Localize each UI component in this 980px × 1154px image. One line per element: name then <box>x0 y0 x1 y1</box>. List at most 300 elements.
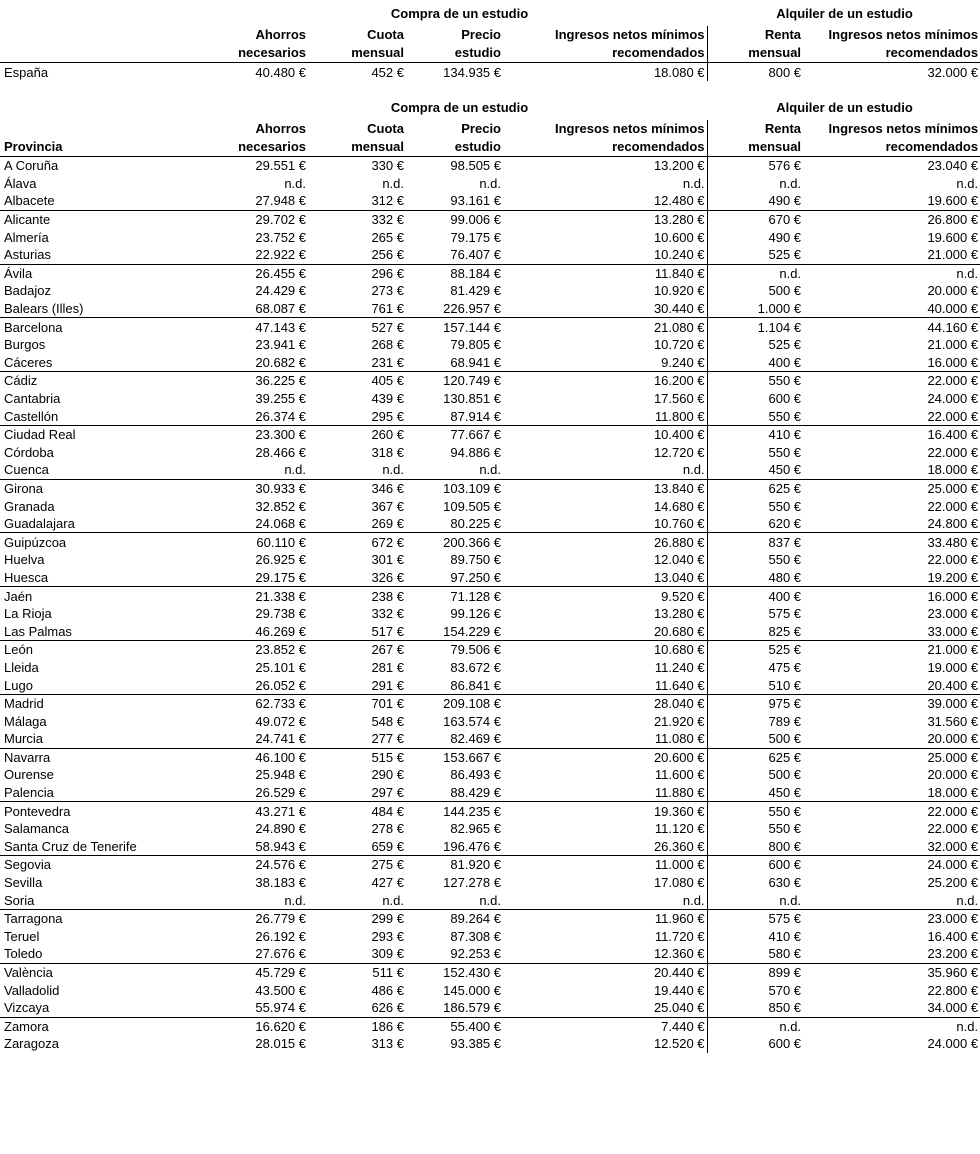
cell-renta: 789 € <box>768 713 802 729</box>
row-label: Valladolid <box>4 982 60 998</box>
cell-cuota: 260 € <box>371 427 404 443</box>
cell-ingresos-compra: 10.600 € <box>503 228 707 246</box>
col-header-ahorros: Ahorros <box>255 27 306 42</box>
empty-cell <box>0 120 210 138</box>
cell-precio: 120.749 € <box>443 373 501 389</box>
table-row <box>0 551 980 569</box>
cell-ahorros: 20.682 € <box>210 354 308 372</box>
cell-ingresos-compra: 11.240 € <box>503 659 707 677</box>
cell-renta: 630 € <box>768 875 802 891</box>
table-row <box>0 1017 980 1035</box>
cell-ahorros: 62.733 € <box>255 696 306 712</box>
cell-renta: 575 € <box>768 606 802 622</box>
cell-precio: 97.250 € <box>406 569 503 587</box>
cell-renta: 475 € <box>768 659 802 675</box>
cell-ahorros: 24.068 € <box>210 515 308 533</box>
cell-ingresos-alquiler: 31.560 € <box>927 713 979 729</box>
table-row <box>0 641 980 659</box>
cell-renta: 500 € <box>707 730 803 748</box>
cell-precio: 163.574 € <box>443 713 501 729</box>
cell-ingresos-alquiler: 22.800 € <box>927 982 979 998</box>
cell-ahorros: 22.922 € <box>210 246 308 264</box>
col-header-provincia: Provincia <box>0 138 210 157</box>
row-label: Asturias <box>0 246 210 264</box>
row-label: Las Palmas <box>0 622 210 640</box>
col-header-precio-2: estudio <box>406 44 503 63</box>
cell-cuota: 511 € <box>372 965 404 981</box>
cell-ingresos-alquiler: 16.000 € <box>927 588 979 604</box>
cell-ingresos-alquiler: 22.000 € <box>803 407 980 425</box>
cell-precio: 196.476 € <box>406 838 503 856</box>
cell-cuota: n.d. <box>308 461 406 479</box>
cell-ingresos-compra: 26.360 € <box>503 838 707 856</box>
cell-cuota: 659 € <box>308 838 406 856</box>
row-label: Navarra <box>4 749 51 765</box>
table-row <box>0 784 980 802</box>
cell-ahorros: 49.072 € <box>255 713 306 729</box>
cell-precio: 55.400 € <box>450 1018 501 1034</box>
row-label: Toledo <box>0 945 210 963</box>
cell-precio: 79.805 € <box>450 337 501 353</box>
cell-precio: n.d. <box>479 175 501 191</box>
cell-precio: 152.430 € <box>443 965 501 981</box>
cell-ahorros: 26.192 € <box>255 928 306 944</box>
cell-renta: 525 € <box>768 337 802 353</box>
table-row <box>0 228 980 246</box>
row-label: Pontevedra <box>4 803 71 819</box>
cell-renta: 600 € <box>768 1036 802 1052</box>
cell-ahorros: 58.943 € <box>210 838 308 856</box>
row-label: Guipúzcoa <box>4 534 67 550</box>
table-row <box>0 444 980 462</box>
cell-ingresos-alquiler: 44.160 € <box>927 319 979 335</box>
col-header-ingresos-alquiler-2: recomendados <box>803 138 980 157</box>
cell-ingresos-compra: 11.640 € <box>503 676 707 694</box>
cell-renta: 800 € <box>768 64 802 80</box>
cell-ingresos-alquiler: 22.000 € <box>927 444 979 460</box>
cell-renta: 500 € <box>768 767 802 783</box>
column-header-row-1 <box>0 26 980 44</box>
table-row <box>0 587 980 605</box>
cell-cuota: 299 € <box>371 911 404 927</box>
cell-cuota: n.d. <box>308 891 406 909</box>
cell-cuota: 318 € <box>371 444 404 460</box>
cell-precio: 88.429 € <box>406 784 503 802</box>
cell-ahorros: 21.338 € <box>255 588 306 604</box>
cell-ingresos-alquiler: 23.000 € <box>927 606 979 622</box>
cell-renta: 800 € <box>707 838 803 856</box>
cell-cuota: 626 € <box>308 999 406 1017</box>
table-row <box>0 802 980 820</box>
cell-precio: 109.505 € <box>443 498 501 514</box>
cell-ingresos-alquiler: 20.400 € <box>803 676 980 694</box>
table-row <box>0 605 980 623</box>
table-row <box>0 820 980 838</box>
cell-precio: 226.957 € <box>406 300 503 318</box>
cell-precio: 186.579 € <box>406 999 503 1017</box>
cell-renta: 600 € <box>768 391 802 407</box>
cell-ingresos-alquiler: 22.000 € <box>927 821 979 837</box>
cell-ahorros: 29.738 € <box>255 606 306 622</box>
cell-ingresos-compra: 19.440 € <box>503 981 707 999</box>
cell-precio: 68.941 € <box>406 354 503 372</box>
col-header-ingresos-alquiler: Ingresos netos mínimos <box>828 121 979 136</box>
table-row <box>0 730 980 748</box>
cell-renta: 490 € <box>768 229 802 245</box>
cell-ingresos-alquiler: 16.000 € <box>803 354 980 372</box>
cell-renta: n.d. <box>707 891 803 909</box>
cell-renta: 550 € <box>768 552 802 568</box>
cell-ingresos-alquiler: 16.400 € <box>927 427 979 443</box>
cell-ingresos-compra: 18.080 € <box>503 63 707 82</box>
cell-precio: 92.253 € <box>406 945 503 963</box>
cell-precio: 76.407 € <box>406 246 503 264</box>
cell-ingresos-compra: 10.920 € <box>503 282 707 300</box>
cell-renta: 500 € <box>768 283 802 299</box>
row-label: Teruel <box>4 928 40 944</box>
cell-cuota: 330 € <box>371 158 404 174</box>
cell-precio: 81.429 € <box>450 283 501 299</box>
cell-precio: 80.225 € <box>406 515 503 533</box>
cell-renta: n.d. <box>779 175 802 191</box>
cell-ahorros: 45.729 € <box>255 965 306 981</box>
cell-ingresos-compra: n.d. <box>503 175 707 193</box>
cell-ahorros: 46.100 € <box>255 749 306 765</box>
cell-ahorros: 23.941 € <box>255 337 306 353</box>
cell-ahorros: 29.702 € <box>255 212 306 228</box>
cell-renta: 400 € <box>707 354 803 372</box>
cell-ingresos-compra: 11.080 € <box>503 730 707 748</box>
table-row <box>0 659 980 677</box>
cell-renta: 825 € <box>707 622 803 640</box>
row-label: Santa Cruz de Tenerife <box>0 838 210 856</box>
table-row <box>0 676 980 694</box>
row-label: Cáceres <box>0 354 210 372</box>
cell-cuota: 452 € <box>371 64 404 80</box>
cell-renta: 480 € <box>707 569 803 587</box>
cell-precio: n.d. <box>406 891 503 909</box>
row-label: León <box>4 642 33 658</box>
cell-ahorros: 27.676 € <box>210 945 308 963</box>
table-row <box>0 175 980 193</box>
cell-ahorros: 26.374 € <box>210 407 308 425</box>
cell-ahorros: 26.925 € <box>255 552 306 568</box>
cell-ahorros: 24.576 € <box>255 857 306 873</box>
cell-renta: 410 € <box>768 928 802 944</box>
cell-ahorros: 39.255 € <box>255 391 306 407</box>
cell-cuota: 265 € <box>371 229 404 245</box>
cell-precio: 93.385 € <box>450 1036 501 1052</box>
table-row <box>0 874 980 892</box>
cell-ingresos-alquiler: 40.000 € <box>803 300 980 318</box>
table-row <box>0 856 980 874</box>
cell-precio: 99.126 € <box>450 606 501 622</box>
cell-ingresos-alquiler: 18.000 € <box>803 784 980 802</box>
cell-ingresos-alquiler: 33.000 € <box>803 622 980 640</box>
cell-ingresos-alquiler: 24.000 € <box>927 391 979 407</box>
row-label: Ávila <box>4 265 33 281</box>
cell-precio: 81.920 € <box>450 857 501 873</box>
province-table <box>0 96 980 1053</box>
cell-ingresos-compra: 13.200 € <box>503 157 707 175</box>
cell-renta: 837 € <box>768 534 802 550</box>
table-row <box>0 748 980 766</box>
cell-renta: 550 € <box>768 373 802 389</box>
row-label: Tarragona <box>4 911 63 927</box>
row-label: España <box>4 64 49 80</box>
cell-renta: 490 € <box>707 192 803 210</box>
cell-ingresos-alquiler: n.d. <box>956 175 979 191</box>
cell-precio: 82.469 € <box>406 730 503 748</box>
cell-ahorros: 29.551 € <box>255 158 306 174</box>
cell-ahorros: 26.052 € <box>210 676 308 694</box>
row-label: Jaén <box>4 588 33 604</box>
row-label: Guadalajara <box>0 515 210 533</box>
row-label: Huesca <box>0 569 210 587</box>
cell-ingresos-compra: 13.280 € <box>503 605 707 623</box>
cell-ahorros: 24.890 € <box>255 821 306 837</box>
row-label: Cantabria <box>4 391 61 407</box>
cell-cuota: 277 € <box>308 730 406 748</box>
cell-ahorros: 27.948 € <box>210 192 308 210</box>
cell-ingresos-alquiler: 24.000 € <box>927 857 979 873</box>
group-header-row <box>0 2 980 26</box>
cell-precio: 83.672 € <box>450 659 501 675</box>
cell-ingresos-alquiler: 21.000 € <box>927 337 979 353</box>
cell-renta: 899 € <box>768 965 802 981</box>
table-row <box>0 264 980 282</box>
cell-ingresos-alquiler: 23.040 € <box>927 158 979 174</box>
cell-ingresos-alquiler: 25.000 € <box>927 749 979 765</box>
cell-ingresos-alquiler: n.d. <box>956 265 979 281</box>
cell-ingresos-compra: 21.920 € <box>503 712 707 730</box>
row-label: Ourense <box>4 767 54 783</box>
table-row <box>0 210 980 228</box>
cell-ahorros: 36.225 € <box>255 373 306 389</box>
table-row <box>0 192 980 210</box>
cell-precio: 86.841 € <box>406 676 503 694</box>
cell-ahorros: 46.269 € <box>210 622 308 640</box>
col-header-precio: Precio <box>461 27 501 42</box>
cell-cuota: 301 € <box>371 552 404 568</box>
cell-ahorros: 68.087 € <box>210 300 308 318</box>
cell-precio: 89.264 € <box>450 911 501 927</box>
cell-cuota: 484 € <box>371 803 404 819</box>
table-row <box>0 891 980 909</box>
cell-ingresos-compra: 26.880 € <box>503 533 707 551</box>
table-row <box>0 461 980 479</box>
cell-cuota: 290 € <box>371 767 404 783</box>
cell-renta: n.d. <box>779 1018 802 1034</box>
row-label: Córdoba <box>4 444 54 460</box>
cell-ingresos-compra: 20.680 € <box>503 622 707 640</box>
cell-ahorros: 24.429 € <box>255 283 306 299</box>
row-label: Segovia <box>4 857 51 873</box>
cell-cuota: 281 € <box>371 659 404 675</box>
row-label: Castellón <box>0 407 210 425</box>
cell-ahorros: 40.480 € <box>255 64 306 80</box>
cell-cuota: 238 € <box>371 588 404 604</box>
cell-cuota: 326 € <box>308 569 406 587</box>
row-label: Girona <box>4 480 44 496</box>
cell-ingresos-compra: 12.480 € <box>503 192 707 210</box>
cell-renta: 1.104 € <box>757 319 802 335</box>
row-label: Badajoz <box>4 283 51 299</box>
cell-ingresos-compra: 30.440 € <box>503 300 707 318</box>
group-label-compra: Compra de un estudio <box>390 100 529 115</box>
col-header-ingresos-compra-2: recomendados <box>503 44 707 63</box>
cell-ingresos-alquiler: 22.000 € <box>927 373 979 389</box>
table-row <box>0 372 980 390</box>
cell-renta: 550 € <box>768 498 802 514</box>
cell-precio: 87.308 € <box>450 928 501 944</box>
table-row <box>0 497 980 515</box>
cell-ingresos-alquiler: 19.600 € <box>927 229 979 245</box>
row-label: La Rioja <box>4 606 52 622</box>
cell-cuota: 231 € <box>308 354 406 372</box>
table-row <box>0 390 980 408</box>
row-label: A Coruña <box>4 158 59 174</box>
cell-cuota: 256 € <box>308 246 406 264</box>
row-label: Soria <box>0 891 210 909</box>
cell-cuota: 269 € <box>308 515 406 533</box>
cell-cuota: 439 € <box>371 391 404 407</box>
col-header-ingresos-compra: Ingresos netos mínimos <box>503 120 707 138</box>
cell-ingresos-compra: 13.280 € <box>503 210 707 228</box>
empty-cell <box>0 44 210 63</box>
cell-cuota: 312 € <box>308 192 406 210</box>
cell-cuota: 293 € <box>371 928 404 944</box>
empty-cell <box>0 26 210 44</box>
cell-cuota: 761 € <box>308 300 406 318</box>
row-label: Lleida <box>4 659 39 675</box>
table-row <box>0 694 980 712</box>
cell-cuota: 548 € <box>371 713 404 729</box>
col-header-renta: Renta <box>764 27 802 42</box>
cell-ingresos-alquiler: 24.000 € <box>927 1036 979 1052</box>
cell-ingresos-alquiler: 21.000 € <box>803 246 980 264</box>
cell-ingresos-compra: 14.680 € <box>503 497 707 515</box>
cell-renta: 570 € <box>768 982 802 998</box>
cell-ingresos-alquiler: 22.000 € <box>927 552 979 568</box>
cell-ingresos-compra: 13.040 € <box>503 569 707 587</box>
col-header-precio-2: estudio <box>406 138 503 157</box>
cell-precio: 157.144 € <box>443 319 501 335</box>
table-row <box>0 1035 980 1053</box>
col-header-ingresos-compra-2: recomendados <box>503 138 707 157</box>
cell-ingresos-compra: 10.240 € <box>503 246 707 264</box>
cell-cuota: 313 € <box>371 1036 404 1052</box>
table-row <box>0 981 980 999</box>
cell-precio: 87.914 € <box>406 407 503 425</box>
cell-ahorros: 32.852 € <box>255 498 306 514</box>
cell-precio: 77.667 € <box>450 427 501 443</box>
cell-precio: 145.000 € <box>443 982 501 998</box>
cell-ingresos-compra: 11.960 € <box>503 909 707 927</box>
row-label: Lugo <box>0 676 210 694</box>
cell-ingresos-alquiler: n.d. <box>956 1018 979 1034</box>
province-table-body <box>0 157 980 1053</box>
cell-ingresos-compra: 17.560 € <box>503 390 707 408</box>
table-row <box>0 515 980 533</box>
cell-ingresos-compra: 19.360 € <box>503 802 707 820</box>
cell-ingresos-compra: 10.680 € <box>503 641 707 659</box>
cell-ingresos-compra: 12.040 € <box>503 551 707 569</box>
row-label: Granada <box>4 498 55 514</box>
cell-ahorros: n.d. <box>210 461 308 479</box>
cell-ingresos-alquiler: 22.000 € <box>927 803 979 819</box>
row-label: Balears (Illes) <box>0 300 210 318</box>
cell-ingresos-compra: 9.520 € <box>503 587 707 605</box>
table-row <box>0 246 980 264</box>
cell-ahorros: 55.974 € <box>210 999 308 1017</box>
cell-ingresos-alquiler: 24.800 € <box>803 515 980 533</box>
cell-ahorros: n.d. <box>284 175 306 191</box>
cell-ingresos-alquiler: 19.600 € <box>803 192 980 210</box>
table-row <box>0 712 980 730</box>
cell-cuota: 405 € <box>371 373 404 389</box>
cell-ahorros: 30.933 € <box>255 480 306 496</box>
cell-precio: 103.109 € <box>443 480 501 496</box>
cell-ingresos-compra: n.d. <box>503 891 707 909</box>
col-header-renta-2: mensual <box>707 44 803 63</box>
row-label: Salamanca <box>4 821 70 837</box>
cell-precio: 89.750 € <box>450 552 501 568</box>
cell-renta: 850 € <box>707 999 803 1017</box>
table-row <box>0 318 980 336</box>
table-row <box>0 766 980 784</box>
col-header-ingresos-alquiler: Ingresos netos mínimos <box>828 27 979 42</box>
cell-cuota: 268 € <box>371 337 404 353</box>
row-label: Ciudad Real <box>4 427 76 443</box>
table-row <box>0 533 980 551</box>
cell-ingresos-alquiler: 22.000 € <box>927 498 979 514</box>
col-header-cuota-2: mensual <box>308 138 406 157</box>
cell-ahorros: 47.143 € <box>255 319 306 335</box>
cell-precio: 99.006 € <box>450 212 501 228</box>
cell-ingresos-compra: 12.360 € <box>503 945 707 963</box>
cell-ingresos-compra: 10.760 € <box>503 515 707 533</box>
group-label-alquiler: Alquiler de un estudio <box>776 6 913 21</box>
col-header-ahorros: Ahorros <box>255 121 306 136</box>
cell-precio: 200.366 € <box>443 534 501 550</box>
cell-precio: 79.506 € <box>450 642 501 658</box>
cell-precio: 94.886 € <box>450 444 501 460</box>
cell-ingresos-compra: 17.080 € <box>503 874 707 892</box>
cell-precio: 82.965 € <box>450 821 501 837</box>
cell-cuota: 273 € <box>371 283 404 299</box>
col-header-ingresos-compra: Ingresos netos mínimos <box>503 26 707 44</box>
col-header-cuota: Cuota <box>367 121 404 136</box>
row-label: València <box>4 965 53 981</box>
row-label: Alicante <box>4 212 51 228</box>
cell-ingresos-compra: 20.440 € <box>503 963 707 981</box>
cell-cuota: 186 € <box>371 1018 404 1034</box>
cell-renta: 450 € <box>707 461 803 479</box>
cell-cuota: 346 € <box>371 480 404 496</box>
cell-ahorros: 23.752 € <box>255 229 306 245</box>
col-header-ingresos-alquiler-2: recomendados <box>803 44 980 63</box>
cell-ingresos-alquiler: 25.200 € <box>927 875 979 891</box>
cell-ingresos-alquiler: 33.480 € <box>927 534 979 550</box>
cell-ingresos-alquiler: 34.000 € <box>803 999 980 1017</box>
cell-renta: 550 € <box>768 444 802 460</box>
cell-ahorros: 23.300 € <box>255 427 306 443</box>
spain-summary-table <box>0 2 980 81</box>
group-label-compra: Compra de un estudio <box>390 6 529 21</box>
cell-ingresos-alquiler: 26.800 € <box>927 212 979 228</box>
cell-ingresos-compra: 12.520 € <box>503 1035 707 1053</box>
